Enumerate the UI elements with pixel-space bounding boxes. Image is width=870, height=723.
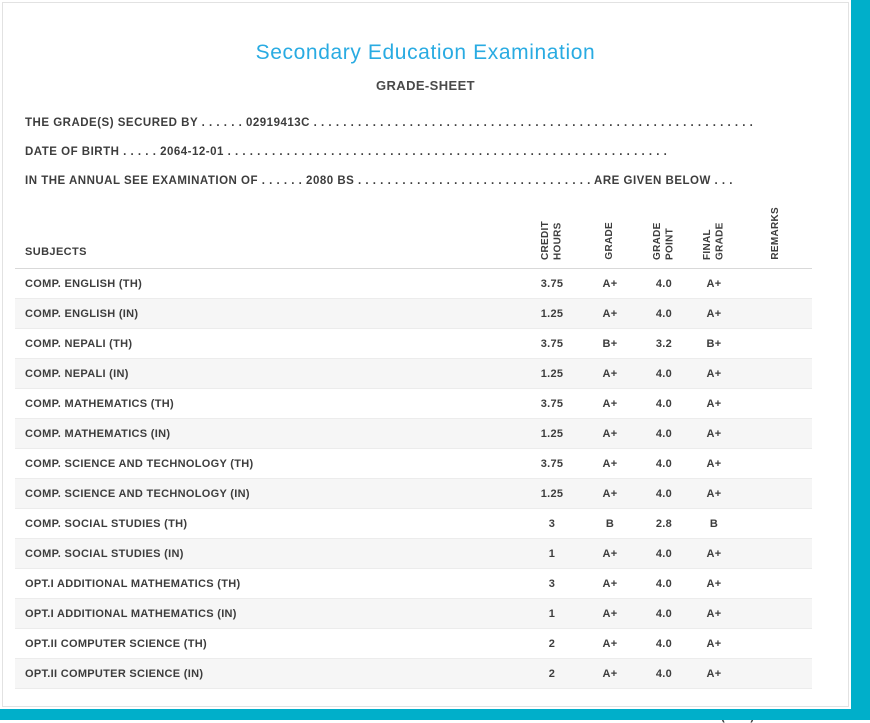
column-header-subjects: SUBJECTS [25, 246, 87, 258]
column-header-final-grade [688, 204, 740, 268]
credit-hours-cell: 3 [548, 577, 556, 590]
grade-cell: A+ [602, 457, 618, 470]
final-grade-cell: A+ [706, 457, 722, 470]
subject-cell: COMP. ENGLISH (IN) [25, 307, 139, 320]
grade-point-cell: 4.0 [655, 607, 673, 620]
column-header-grade [580, 204, 640, 268]
credit-hours-cell: 1.25 [540, 367, 564, 380]
column-header-credit-hours-label: CREDIT HOURS [539, 220, 563, 260]
final-grade-cell: A+ [706, 667, 722, 680]
grade-sheet-subtitle: GRADE-SHEET [375, 78, 476, 93]
credit-hours-cell: 3 [548, 517, 556, 530]
subject-cell: COMP. SCIENCE AND TECHNOLOGY (TH) [25, 457, 254, 470]
table-row [15, 449, 812, 479]
grade-cell: A+ [602, 577, 618, 590]
subject-cell: COMP. SOCIAL STUDIES (TH) [25, 517, 188, 530]
subject-cell: COMP. MATHEMATICS (TH) [25, 397, 174, 410]
final-grade-cell: B [709, 517, 719, 530]
grade-point-cell: 4.0 [655, 277, 673, 290]
subject-cell: COMP. NEPALI (IN) [25, 367, 129, 380]
subject-cell: OPT.I ADDITIONAL MATHEMATICS (TH) [25, 577, 241, 590]
grades-table [3, 204, 848, 689]
final-grade-cell: A+ [706, 607, 722, 620]
column-header-grade-point [640, 204, 688, 268]
column-header-remarks-label: REMARKS [769, 207, 781, 260]
grade-cell: A+ [602, 427, 618, 440]
final-grade-cell: A+ [706, 397, 722, 410]
table-row [15, 299, 812, 329]
bottom-accent-bar [0, 709, 851, 720]
grade-point-cell: 4.0 [655, 577, 673, 590]
column-header-credit-hours [524, 204, 580, 268]
grade-cell: A+ [602, 307, 618, 320]
grade-sheet-card [2, 2, 849, 707]
grade-cell: B [605, 517, 615, 530]
grade-cell: A+ [602, 667, 618, 680]
grade-cell: A+ [602, 367, 618, 380]
final-grade-cell: A+ [706, 367, 722, 380]
table-row [15, 539, 812, 569]
table-header-row [15, 204, 812, 269]
grade-point-cell: 3.2 [655, 337, 673, 350]
subject-cell: OPT.II COMPUTER SCIENCE (TH) [25, 637, 207, 650]
table-row [15, 599, 812, 629]
subject-cell: OPT.II COMPUTER SCIENCE (IN) [25, 667, 204, 680]
grade-point-cell: 4.0 [655, 307, 673, 320]
table-row [15, 659, 812, 689]
credit-hours-cell: 3.75 [540, 457, 564, 470]
credit-hours-cell: 3.75 [540, 397, 564, 410]
table-row [15, 629, 812, 659]
final-grade-cell: A+ [706, 427, 722, 440]
final-grade-cell: A+ [706, 547, 722, 560]
subject-cell: COMP. NEPALI (TH) [25, 337, 133, 350]
info-line-grades-secured-by: THE GRADE(S) SECURED BY . . . . . . 02919413C . . . . . . . . . . . . . . . . . . . . . . . . . . . . . . . . . . . . . . . . . . . . . . . . . . . . . . . . . . . . [25, 117, 754, 129]
subject-cell: COMP. SOCIAL STUDIES (IN) [25, 547, 184, 560]
info-line-date-of-birth: DATE OF BIRTH . . . . . 2064-12-01 . . . . . . . . . . . . . . . . . . . . . . . . . . . . . . . . . . . . . . . . . . . . . . . . . . . . . . . . . . . . [25, 146, 668, 158]
credit-hours-cell: 2 [548, 637, 556, 650]
credit-hours-cell: 1.25 [540, 487, 564, 500]
grade-cell: B+ [602, 337, 618, 350]
credit-hours-cell: 3.75 [540, 277, 564, 290]
info-section [25, 117, 830, 187]
subject-cell: OPT.I ADDITIONAL MATHEMATICS (IN) [25, 607, 237, 620]
info-line-examination-of: IN THE ANNUAL SEE EXAMINATION OF . . . . . . 2080 BS . . . . . . . . . . . . . . . . . . . . . . . . . . . . . . . . ARE GIVEN BELOW . . . [25, 175, 733, 187]
grade-cell: A+ [602, 277, 618, 290]
column-header-grade-point-label: GRADE POINT [651, 222, 675, 260]
credit-hours-cell: 2 [548, 667, 556, 680]
final-grade-cell: A+ [706, 577, 722, 590]
grade-point-cell: 4.0 [655, 457, 673, 470]
column-header-final-grade-label: FINAL GRADE [701, 222, 725, 260]
grade-point-cell: 2.8 [655, 517, 673, 530]
grade-cell: A+ [602, 397, 618, 410]
grade-cell: A+ [602, 607, 618, 620]
column-header-grade-label: GRADE [603, 222, 615, 260]
grade-cell: A+ [602, 637, 618, 650]
subject-cell: COMP. SCIENCE AND TECHNOLOGY (IN) [25, 487, 250, 500]
final-grade-cell: A+ [706, 307, 722, 320]
table-row [15, 269, 812, 299]
grade-point-cell: 4.0 [655, 667, 673, 680]
grade-point-cell: 4.0 [655, 637, 673, 650]
grade-cell: A+ [602, 487, 618, 500]
table-row [15, 479, 812, 509]
table-row [15, 509, 812, 539]
final-grade-cell: A+ [706, 277, 722, 290]
final-grade-cell: B+ [706, 337, 722, 350]
final-grade-cell: A+ [706, 487, 722, 500]
grade-point-cell: 4.0 [655, 547, 673, 560]
page-title: Secondary Education Examination [255, 41, 596, 64]
subject-cell: COMP. MATHEMATICS (IN) [25, 427, 171, 440]
right-accent-bar [851, 0, 870, 720]
grade-point-cell: 4.0 [655, 367, 673, 380]
credit-hours-cell: 1 [548, 607, 556, 620]
grade-point-cell: 4.0 [655, 427, 673, 440]
table-row [15, 419, 812, 449]
credit-hours-cell: 3.75 [540, 337, 564, 350]
table-row [15, 329, 812, 359]
credit-hours-cell: 1.25 [540, 307, 564, 320]
subject-cell: COMP. ENGLISH (TH) [25, 277, 143, 290]
table-row [15, 359, 812, 389]
grade-cell: A+ [602, 547, 618, 560]
final-grade-cell: A+ [706, 637, 722, 650]
grade-point-cell: 4.0 [655, 487, 673, 500]
grade-point-cell: 4.0 [655, 397, 673, 410]
credit-hours-cell: 1 [548, 547, 556, 560]
column-header-remarks [740, 204, 812, 268]
credit-hours-cell: 1.25 [540, 427, 564, 440]
table-row [15, 569, 812, 599]
table-row [15, 389, 812, 419]
